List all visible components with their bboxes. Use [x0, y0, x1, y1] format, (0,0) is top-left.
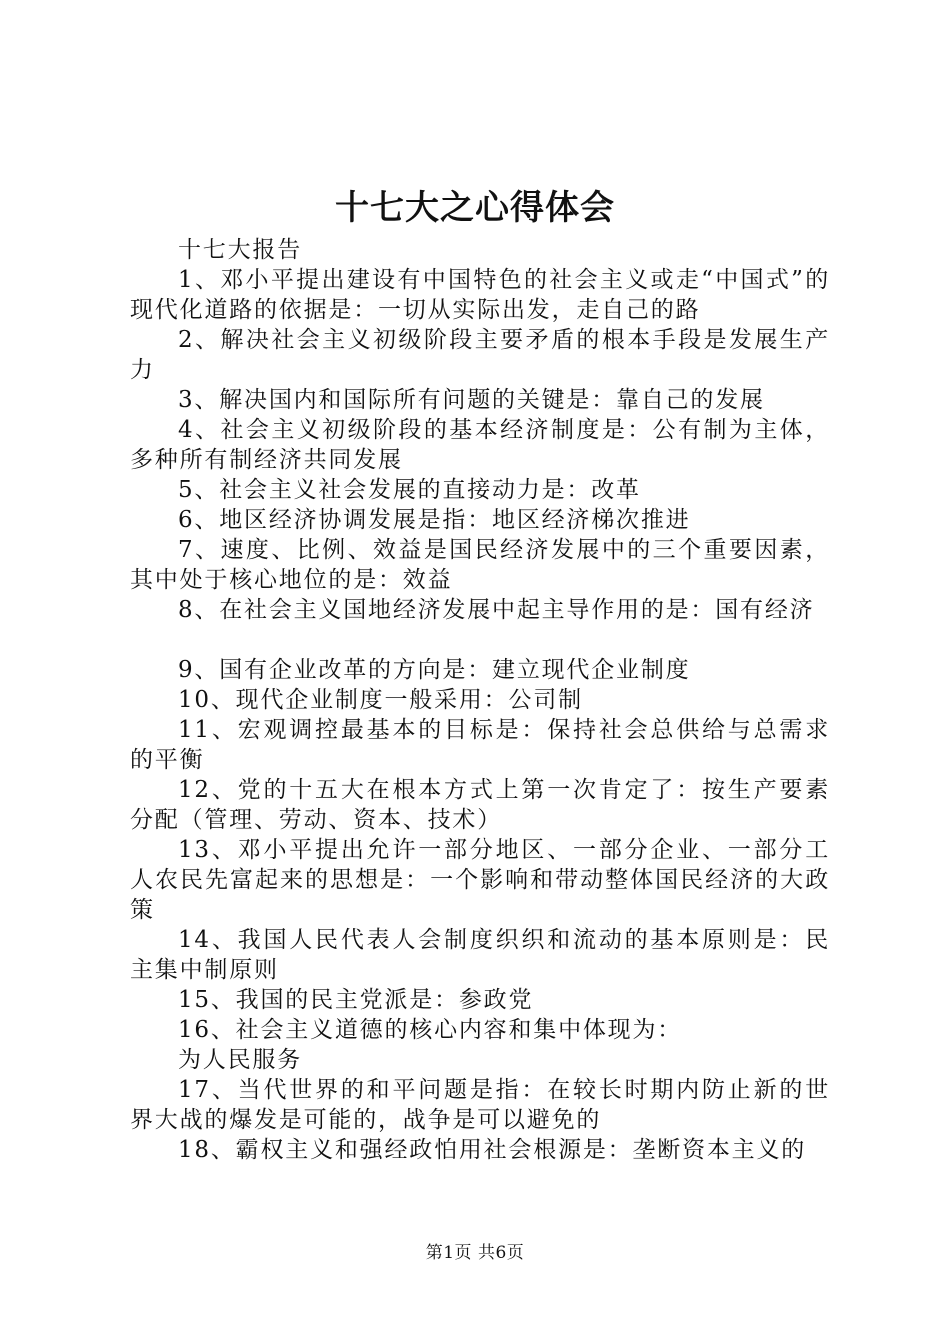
- paragraph-item-18: 18、霸权主义和强经政怕用社会根源是：垄断资本主义的: [178, 1137, 807, 1163]
- document-body: [130, 235, 830, 1165]
- paragraph-item-10: 10、现代企业制度一般采用：公司制: [178, 687, 583, 713]
- paragraph-item-1: 1、邓小平提出建设有中国特色的社会主义或走“中国式”的现代化道路的依据是：一切从实际出发，走自己的路: [130, 267, 830, 323]
- paragraph-item-12: 12、党的十五大在根本方式上第一次肯定了：按生产要素分配（管理、劳动、资本、技术）: [130, 777, 830, 833]
- paragraph-item-17: 17、当代世界的和平问题是指：在较长时期内防止新的世界大战的爆发是可能的，战争是可以避免的: [130, 1077, 830, 1133]
- paragraph-item-15: 15、我国的民主党派是：参政党: [178, 987, 534, 1013]
- paragraph-item-4: 4、社会主义初级阶段的基本经济制度是：公有制为主体，多种所有制经济共同发展: [130, 417, 830, 473]
- blank-line: [130, 625, 830, 655]
- paragraph-item-7: 7、速度、比例、效益是国民经济发展中的三个重要因素，其中处于核心地位的是：效益: [130, 537, 830, 593]
- paragraph-item-13: 13、邓小平提出允许一部分地区、一部分企业、一部分工人农民先富起来的思想是：一个影响和带动整体国民经济的大政策: [130, 837, 830, 923]
- paragraph-item-8: 8、在社会主义国地经济发展中起主导作用的是：国有经济: [178, 597, 815, 623]
- paragraph-item-2: 2、解决社会主义初级阶段主要矛盾的根本手段是发展生产力: [130, 327, 830, 383]
- paragraph-item-5: 5、社会主义社会发展的直接动力是：改革: [178, 477, 641, 503]
- paragraph-item-3: 3、解决国内和国际所有问题的关键是：靠自己的发展: [178, 387, 765, 413]
- paragraph-item-16: 16、社会主义道德的核心内容和集中体现为：: [178, 1017, 683, 1043]
- paragraph-heading: 十七大报告: [178, 237, 302, 263]
- paragraph-item-11: 11、宏观调控最基本的目标是：保持社会总供给与总需求的平衡: [130, 717, 830, 773]
- page-footer: 第1页 共6页: [425, 1243, 525, 1263]
- document-title: 十七大之心得体会: [335, 188, 615, 228]
- paragraph-item-14: 14、我国人民代表人会制度织织和流动的基本原则是：民主集中制原则: [130, 927, 830, 983]
- paragraph-item-9: 9、国有企业改革的方向是：建立现代企业制度: [178, 657, 691, 683]
- paragraph-item-16-continued: 为人民服务: [178, 1047, 302, 1073]
- paragraph-item-6: 6、地区经济协调发展是指：地区经济梯次推进: [178, 507, 691, 533]
